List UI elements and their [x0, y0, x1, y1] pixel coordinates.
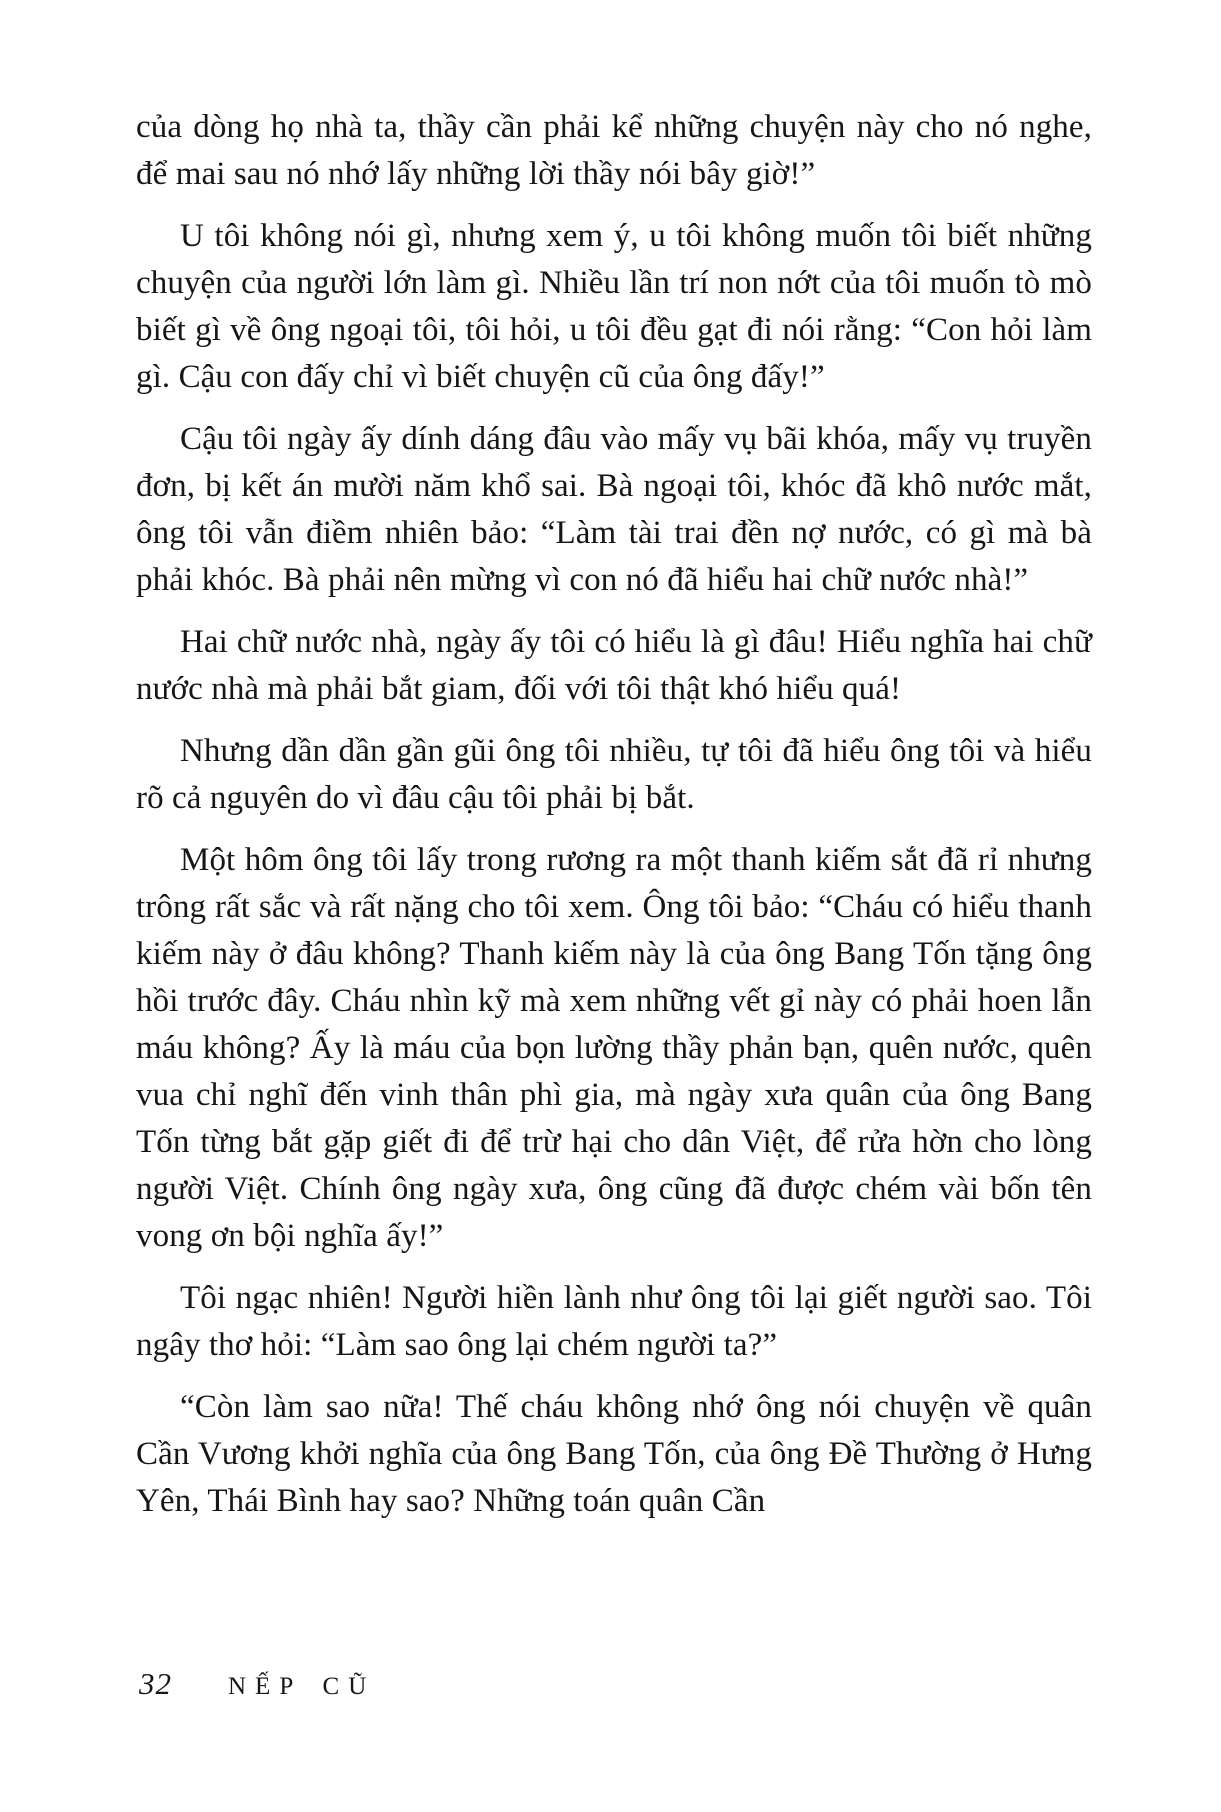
paragraph: Một hôm ông tôi lấy trong rương ra một thanh kiếm sắt đã rỉ nhưng trông rất sắc và rất nặng cho tôi xem. Ông tôi bảo: “Cháu có hiểu thanh kiếm này ở đâu không? Thanh kiếm này là của ông Bang Tốn tặng ông hồi trước đây. Cháu nhìn kỹ mà xem những vết gỉ này có phải hoen lẫn máu không? Ấy là máu của bọn lường thầy phản bạn, quên nước, quên vua chỉ nghĩ đến vinh thân phì gia, mà ngày xưa quân của ông Bang Tốn từng bắt gặp giết đi để trừ hại cho dân Việt, để rửa hờn cho lòng người Việt. Chính ông ngày xưa, ông cũng đã được chém vài bốn tên vong ơn bội nghĩa ấy!”	[136, 842, 1092, 1254]
paragraph: của dòng họ nhà ta, thầy cần phải kể những chuyện này cho nó nghe, để mai sau nó nhớ lấy những lời thầy nói bây giờ!”	[136, 109, 1092, 192]
paragraph: U tôi không nói gì, nhưng xem ý, u tôi không muốn tôi biết những chuyện của người lớn làm gì. Nhiều lần trí non nớt của tôi muốn tò mò biết gì về ông ngoại tôi, tôi hỏi, u tôi đều gạt đi nói rằng: “Con hỏi làm gì. Cậu con đấy chỉ vì biết chuyện cũ của ông đấy!”	[136, 218, 1092, 395]
page-number: 32	[139, 1666, 172, 1701]
paragraph: Nhưng dần dần gần gũi ông tôi nhiều, tự tôi đã hiểu ông tôi và hiểu rõ cả nguyên do vì đâu cậu tôi phải bị bắt.	[136, 733, 1092, 816]
book-title: NẾP CŨ	[228, 1673, 376, 1700]
paragraph: Cậu tôi ngày ấy dính dáng đâu vào mấy vụ bãi khóa, mấy vụ truyền đơn, bị kết án mười năm khổ sai. Bà ngoại tôi, khóc đã khô nước mắt, ông tôi vẫn điềm nhiên bảo: “Làm tài trai đền nợ nước, có gì mà bà phải khóc. Bà phải nên mừng vì con nó đã hiểu hai chữ nước nhà!”	[136, 421, 1092, 598]
page-footer	[139, 1666, 375, 1702]
paragraph: Hai chữ nước nhà, ngày ấy tôi có hiểu là gì đâu! Hiểu nghĩa hai chữ nước nhà mà phải bắt giam, đối với tôi thật khó hiểu quá!	[136, 624, 1092, 707]
paragraph: Tôi ngạc nhiên! Người hiền lành như ông tôi lại giết người sao. Tôi ngây thơ hỏi: “Làm sao ông lại chém người ta?”	[136, 1280, 1092, 1363]
body-text	[136, 104, 1092, 1525]
paragraph: “Còn làm sao nữa! Thế cháu không nhớ ông nói chuyện về quân Cần Vương khởi nghĩa của ông Bang Tốn, của ông Đề Thường ở Hưng Yên, Thái Bình hay sao? Những toán quân Cần	[136, 1389, 1092, 1519]
